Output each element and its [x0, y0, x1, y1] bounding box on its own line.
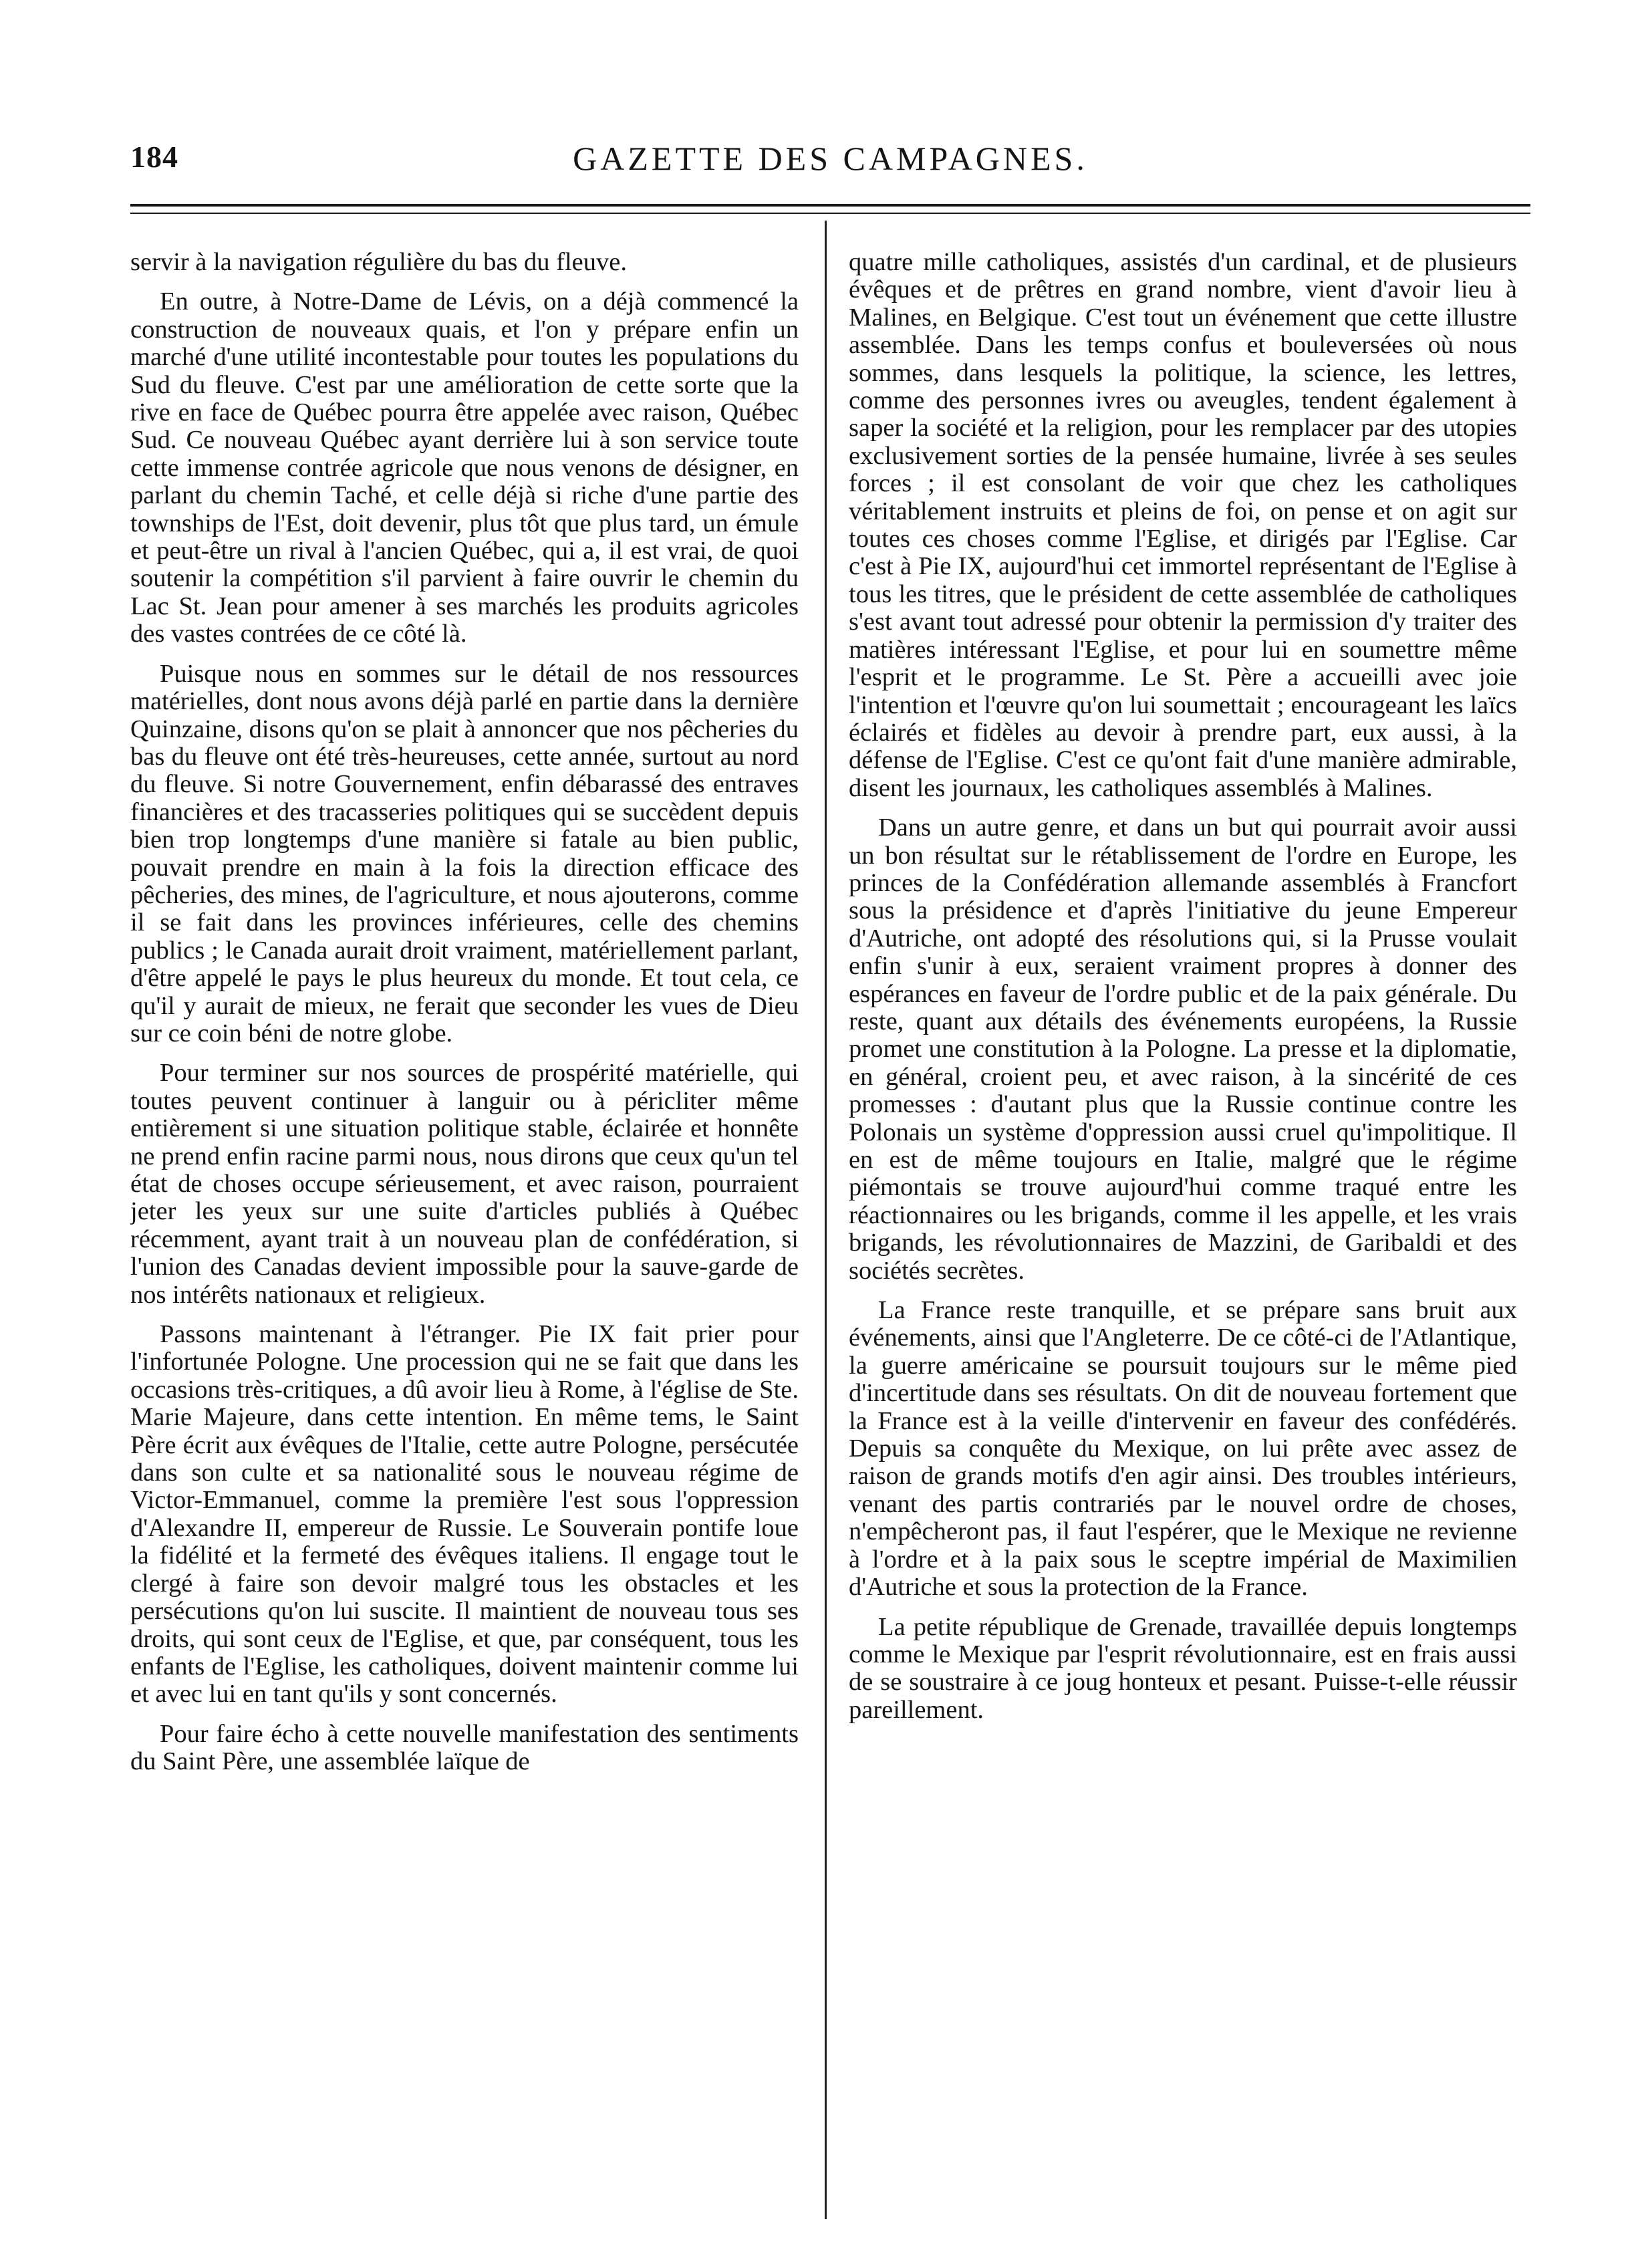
paragraph: servir à la navigation régulière du bas du fleuve. [130, 249, 627, 276]
page-number: 184 [130, 140, 178, 174]
page-header [130, 139, 1530, 186]
running-title: GAZETTE DES CAMPAGNES. [573, 140, 1088, 177]
header-rule-thin [130, 213, 1530, 214]
paragraph: En outre, à Notre-Dame de Lévis, on a déjà commencé la construction de nouveaux quais, et l'on y prépare enfin un marché d'une utilité incontestable pour toutes les populations du Sud du fleuve. C'est par une amélioration de cette sorte que la rive en face de Québec pourra être appelée avec raison, Québec Sud. Ce nouveau Québec ayant derrière lui à son service toute cette immense contrée agricole que nous venons de désigner, en parlant du chemin Taché, et celle déjà si riche d'une partie des townships de l'Est, doit devenir, plus tôt que plus tard, un émule et peut-être un rival à l'ancien Québec, qui a, il est vrai, de quoi soutenir la compétition s'il parvient à faire ouvrir le chemin du Lac St. Jean pour amener à ses marchés les produits agricoles des vastes contrées de ce côté là. [130, 287, 799, 648]
column-divider [825, 221, 827, 2219]
paragraph: Pour faire écho à cette nouvelle manifestation des sentiments du Saint Père, une assemblée laïque de [130, 1719, 799, 1776]
right-column [849, 249, 1517, 2227]
paragraph: Dans un autre genre, et dans un but qui pourrait avoir aussi un bon résultat sur le rétablissement de l'ordre en Europe, les princes de la Confédération allemande assemblés à Francfort sous la présidence et d'après l'initiative du jeune Empereur d'Autriche, ont adopté des résolutions qui, si la Prusse voulait enfin s'unir à eux, seraient vraiment propres à donner des espérances en faveur de l'ordre public et de la paix générale. Du reste, quant aux détails des événements européens, la Russie promet une constitution à la Pologne. La presse et la diplomatie, en général, croient peu, et avec raison, à la sincérité de ces promesses : d'autant plus que la Russie continue contre les Polonais un système d'oppression aussi cruel qu'impolitique. Il en est de même toujours en Italie, malgré que le régime piémontais se trouve aujourd'hui comme traqué entre les réactionnaires ou les brigands, comme il les appelle, et les vrais brigands, les révolutionnaires de Mazzini, de Garibaldi et des sociétés secrètes. [849, 813, 1517, 1285]
paragraph: quatre mille catholiques, assistés d'un cardinal, et de plusieurs évêques et de prêtres en grand nombre, vient d'avoir lieu à Malines, en Belgique. C'est tout un événement que cette illustre assemblée. Dans les temps confus et bouleversées où nous sommes, dans lesquels la politique, la science, les lettres, comme des personnes ivres ou aveugles, tendent également à saper la société et la religion, pour les remplacer par des utopies exclusivement sorties de la pensée humaine, livrée à ses seules forces ; il est consolant de voir que chez les catholiques véritablement instruits et pleins de foi, on pense et on agit sur toutes ces choses comme l'Eglise, et dirigés par l'Eglise. Car c'est à Pie IX, aujourd'hui cet immortel représentant de l'Eglise à tous les titres, que le président de cette assemblée de catholiques s'est avant tout adressé pour obtenir la permission d'y traiter des matières intéressant l'Eglise, et pour lui en soumettre même l'esprit et le programme. Le St. Père a accueilli avec joie l'intention et l'œuvre qu'on lui soumettait ; encourageant les laïcs éclairés et fidèles au devoir à prendre part, eux aussi, à la défense de l'Eglise. C'est ce qu'ont fait d'une manière admirable, disent les journaux, les catholiques assemblés à Malines. [849, 249, 1517, 802]
header-rule-thick [130, 204, 1530, 207]
paragraph: La France reste tranquille, et se prépare sans bruit aux événements, ainsi que l'Angleterre. De ce côté-ci de l'Atlantique, la guerre américaine se poursuit toujours sur le même pied d'incertitude dans ses résultats. On dit de nouveau fortement que la France est à la veille d'intervenir en faveur des confédérés. Depuis sa conquête du Mexique, on lui prête avec assez de raison de grands motifs d'en agir ainsi. Des troubles intérieurs, venant des partis contrariés par le nouvel ordre de choses, n'empêcheront pas, il faut l'espérer, que le Mexique ne revienne à l'ordre et à la paix sous le sceptre impérial de Maximilien d'Autriche et sous la protection de la France. [849, 1296, 1517, 1602]
paragraph: Pour terminer sur nos sources de prospérité matérielle, qui toutes peuvent continuer à languir ou à péricliter même entièrement si une situation politique stable, éclairée et honnête ne prend enfin racine parmi nous, nous dirons que ceux qu'un tel état de choses occupe sérieusement, et avec raison, pourraient jeter les yeux sur une suite d'articles publiés à Québec récemment, ayant trait à un nouveau plan de confédération, si l'union des Canadas devient impossible pour la sauve-garde de nos intérêts nationaux et religieux. [130, 1059, 799, 1309]
paragraph: Passons maintenant à l'étranger. Pie IX fait prier pour l'infortunée Pologne. Une procession qui ne se fait que dans les occasions très-critiques, a dû avoir lieu à Rome, à l'église de Ste. Marie Majeure, dans cette intention. En même tems, le Saint Père écrit aux évêques de l'Italie, cette autre Pologne, persécutée dans son culte et sa nationalité sous le nouveau régime de Victor-Emmanuel, comme la première l'est sous l'oppression d'Alexandre II, empereur de Russie. Le Souverain pontife loue la fidélité et la fermeté des évêques italiens. Il engage tout le clergé à faire son devoir malgré tous les obstacles et les persécutions qu'on lui suscite. Il maintient de nouveau tous ses droits, qui sont ceux de l'Eglise, et que, par conséquent, tous les enfants de l'Eglise, les catholiques, doivent maintenir comme lui et avec lui en tant qu'ils y sont concernés. [130, 1320, 799, 1709]
left-column [130, 249, 799, 2227]
paragraph: La petite république de Grenade, travaillée depuis longtemps comme le Mexique par l'esprit révolutionnaire, est en frais aussi de se soustraire à ce joug honteux et pesant. Puisse-t-elle réussir pareillement. [849, 1612, 1517, 1724]
paragraph: Puisque nous en sommes sur le détail de nos ressources matérielles, dont nous avons déjà parlé en partie dans la dernière Quinzaine, disons qu'on se plait à annoncer que nos pêcheries du bas du fleuve ont été très-heureuses, cette année, surtout au nord du fleuve. Si notre Gouvernement, enfin débarassé des entraves financières et des tracasseries politiques qui se succèdent depuis bien trop longtemps d'une manière si fatale au bien public, pouvait prendre en main à la fois la direction efficace des pêcheries, des mines, de l'agriculture, et nous ajouterons, comme il se fait dans les provinces inférieures, celle des chemins publics ; le Canada aurait droit vraiment, matériellement parlant, d'être appelé le pays le plus heureux du monde. Et tout cela, ce qu'il y aurait de mieux, ne ferait que seconder les vues de Dieu sur ce coin béni de notre globe. [130, 659, 799, 1047]
